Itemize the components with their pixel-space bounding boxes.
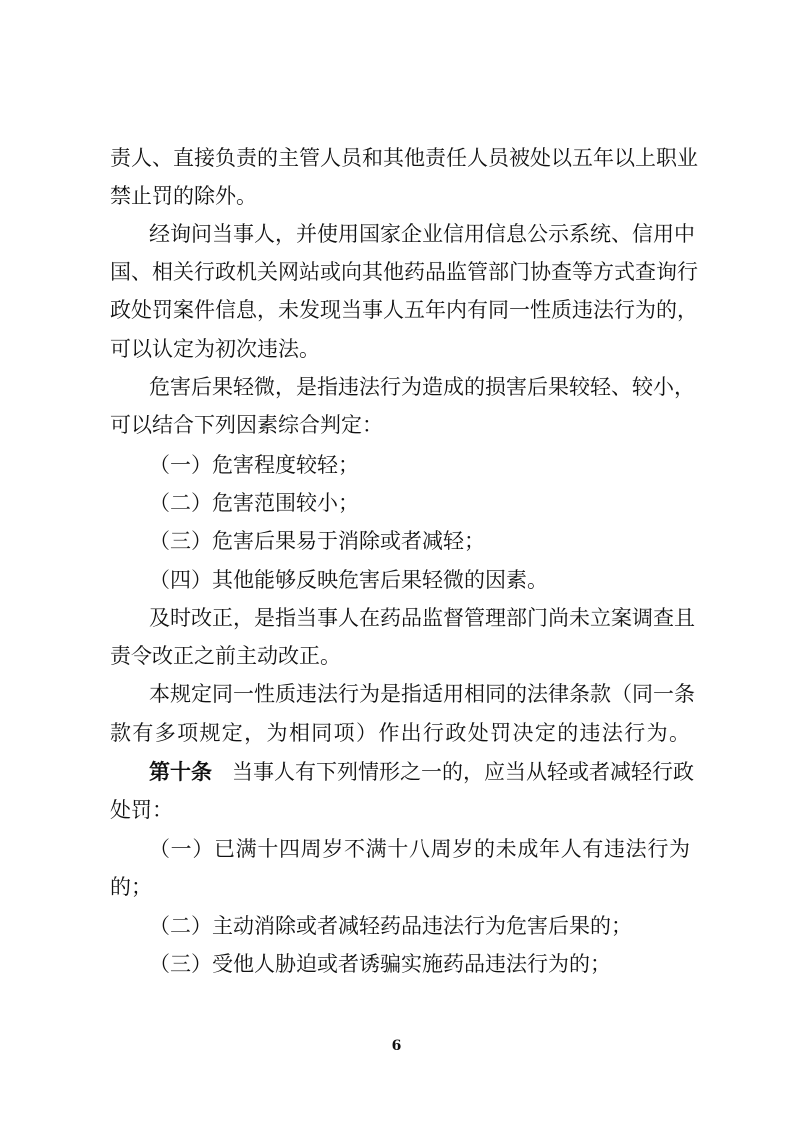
list-item: （二）危害范围较小； [149, 491, 359, 515]
text-line: 禁止罚的除外。 [110, 184, 257, 208]
article-10-line [149, 757, 694, 787]
text-line: 及时改正，是指当事人在药品监督管理部门尚未立案调查且 [149, 606, 695, 630]
text-line: 的； [110, 875, 152, 899]
article-10-text: 当事人有下列情形之一的，应当从轻或者减轻行政 [232, 760, 694, 784]
text-line: 责令改正之前主动改正。 [110, 644, 341, 668]
text-line: 款有多项规定，为相同项）作出行政处罚决定的违法行为。 [110, 721, 690, 745]
list-item: （四）其他能够反映危害后果轻微的因素。 [149, 568, 548, 592]
text-line: 本规定同一性质违法行为是指适用相同的法律条款（同一条 [149, 682, 695, 706]
text-line: 经询问当事人，并使用国家企业信用信息公示系统、信用中 [149, 222, 695, 246]
list-item: （三）受他人胁迫或者诱骗实施药品违法行为的； [149, 952, 611, 976]
text-line: 可以结合下列因素综合判定： [110, 413, 383, 437]
text-line: 危害后果轻微，是指违法行为造成的损害后果较轻、较小， [149, 375, 695, 399]
page-number: 6 [391, 1038, 402, 1054]
list-item: （三）危害后果易于消除或者减轻； [149, 529, 485, 553]
text-line: 责人、直接负责的主管人员和其他责任人员被处以五年以上职业 [110, 146, 698, 170]
text-line: 政处罚案件信息，未发现当事人五年内有同一性质违法行为的， [110, 298, 698, 322]
text-line: 处罚： [110, 798, 173, 822]
text-line: 国、相关行政机关网站或向其他药品监管部门协查等方式查询行 [110, 260, 698, 284]
list-item: （一）已满十四周岁不满十八周岁的未成年人有违法行为 [149, 837, 690, 861]
list-item: （二）主动消除或者减轻药品违法行为危害后果的； [149, 914, 632, 938]
text-line: 可以认定为初次违法。 [110, 337, 320, 361]
article-heading: 第十条 [149, 760, 212, 784]
list-item: （一）危害程度较轻； [149, 453, 359, 477]
